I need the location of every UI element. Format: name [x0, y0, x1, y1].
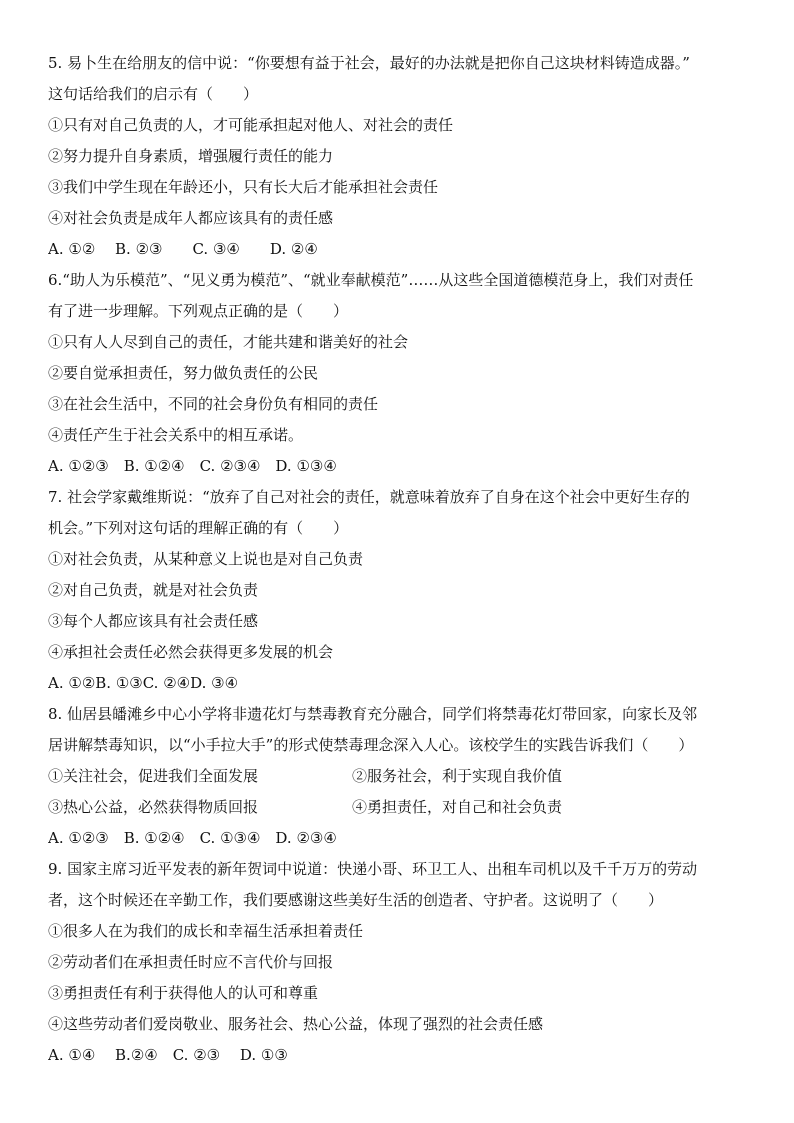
statement-option: ①对社会负责，从某种意义上说也是对自己负责	[48, 550, 364, 568]
question-stem-line: 这句话给我们的启示有（ ）	[48, 85, 259, 103]
question-stem-line: 8. 仙居县皤滩乡中心小学将非遗花灯与禁毒教育充分融合，同学们将禁毒花灯带回家，向家长及邻	[48, 705, 698, 723]
question-5	[48, 48, 748, 265]
question-stem-line: 5. 易卜生在给朋友的信中说：“你要想有益于社会，最好的办法就是把你自己这块材料铸造成器。”	[48, 54, 690, 72]
statement-option: ②对自己负责，就是对社会负责	[48, 581, 259, 599]
statement-option: ③在社会生活中，不同的社会身份负有相同的责任	[48, 395, 379, 413]
exam-page	[48, 48, 748, 1071]
statement-option: ③热心公益，必然获得物质回报	[48, 798, 259, 816]
statement-option: ③每个人都应该具有社会责任感	[48, 612, 259, 630]
statement-option-row	[48, 761, 748, 792]
statement-option: ④这些劳动者们爱岗敬业、服务社会、热心公益，体现了强烈的社会责任感	[48, 1015, 544, 1033]
statement-option: ④勇担责任，对自己和社会负责	[352, 798, 563, 816]
answer-choices: A. ①②③ B. ①②④ C. ②③④ D. ①③④	[48, 457, 337, 475]
statement-option: ④责任产生于社会关系中的相互承诺。	[48, 426, 304, 444]
statement-option: ④对社会负责是成年人都应该具有的责任感	[48, 209, 334, 227]
question-stem-line: 居讲解禁毒知识，以“小手拉大手”的形式使禁毒理念深入人心。该校学生的实践告诉我们（ ）	[48, 736, 694, 754]
question-stem-line: 9. 国家主席习近平发表的新年贺词中说道：快递小哥、环卫工人、出租车司机以及千千万万的劳动	[48, 860, 698, 878]
statement-option: ②努力提升自身素质，增强履行责任的能力	[48, 147, 334, 165]
statement-option: ①很多人在为我们的成长和幸福生活承担着责任	[48, 922, 364, 940]
statement-option: ①只有对自己负责的人，才可能承担起对他人、对社会的责任	[48, 116, 454, 134]
statement-option: ④承担社会责任必然会获得更多发展的机会	[48, 643, 334, 661]
question-stem-line: 机会。”下列对这句话的理解正确的有（ ）	[48, 519, 349, 537]
statement-option: ②要自觉承担责任，努力做负责任的公民	[48, 364, 319, 382]
statement-option: ③我们中学生现在年龄还小，只有长大后才能承担社会责任	[48, 178, 439, 196]
statement-option: ①关注社会，促进我们全面发展	[48, 767, 259, 785]
question-8	[48, 699, 748, 854]
question-6	[48, 265, 748, 482]
question-stem-line: 者，这个时候还在辛勤工作，我们要感谢这些美好生活的创造者、守护者。这说明了（ ）	[48, 891, 664, 909]
question-stem-line: 有了进一步理解。下列观点正确的是（ ）	[48, 302, 349, 320]
question-9	[48, 854, 748, 1071]
answer-choices: A. ①②B. ①③C. ②④D. ③④	[48, 674, 239, 692]
answer-choices: A. ①④ B.②④ C. ②③ D. ①③	[48, 1046, 288, 1064]
question-stem-line: 7. 社会学家戴维斯说：“放弃了自己对社会的责任，就意味着放弃了自身在这个社会中更好生存的	[48, 488, 690, 506]
answer-choices: A. ①② B. ②③ C. ③④ D. ②④	[48, 240, 318, 258]
question-7	[48, 482, 748, 699]
statement-option: ①只有人人尽到自己的责任，才能共建和谐美好的社会	[48, 333, 409, 351]
statement-option: ③勇担责任有利于获得他人的认可和尊重	[48, 984, 319, 1002]
answer-choices: A. ①②③ B. ①②④ C. ①③④ D. ②③④	[48, 829, 337, 847]
statement-option: ②劳动者们在承担责任时应不言代价与回报	[48, 953, 334, 971]
statement-option-row	[48, 792, 748, 823]
question-stem-line: 6.“助人为乐模范”、“见义勇为模范”、“就业奉献模范”……从这些全国道德模范身上，我们对责任	[48, 271, 694, 289]
statement-option: ②服务社会，利于实现自我价值	[352, 767, 563, 785]
